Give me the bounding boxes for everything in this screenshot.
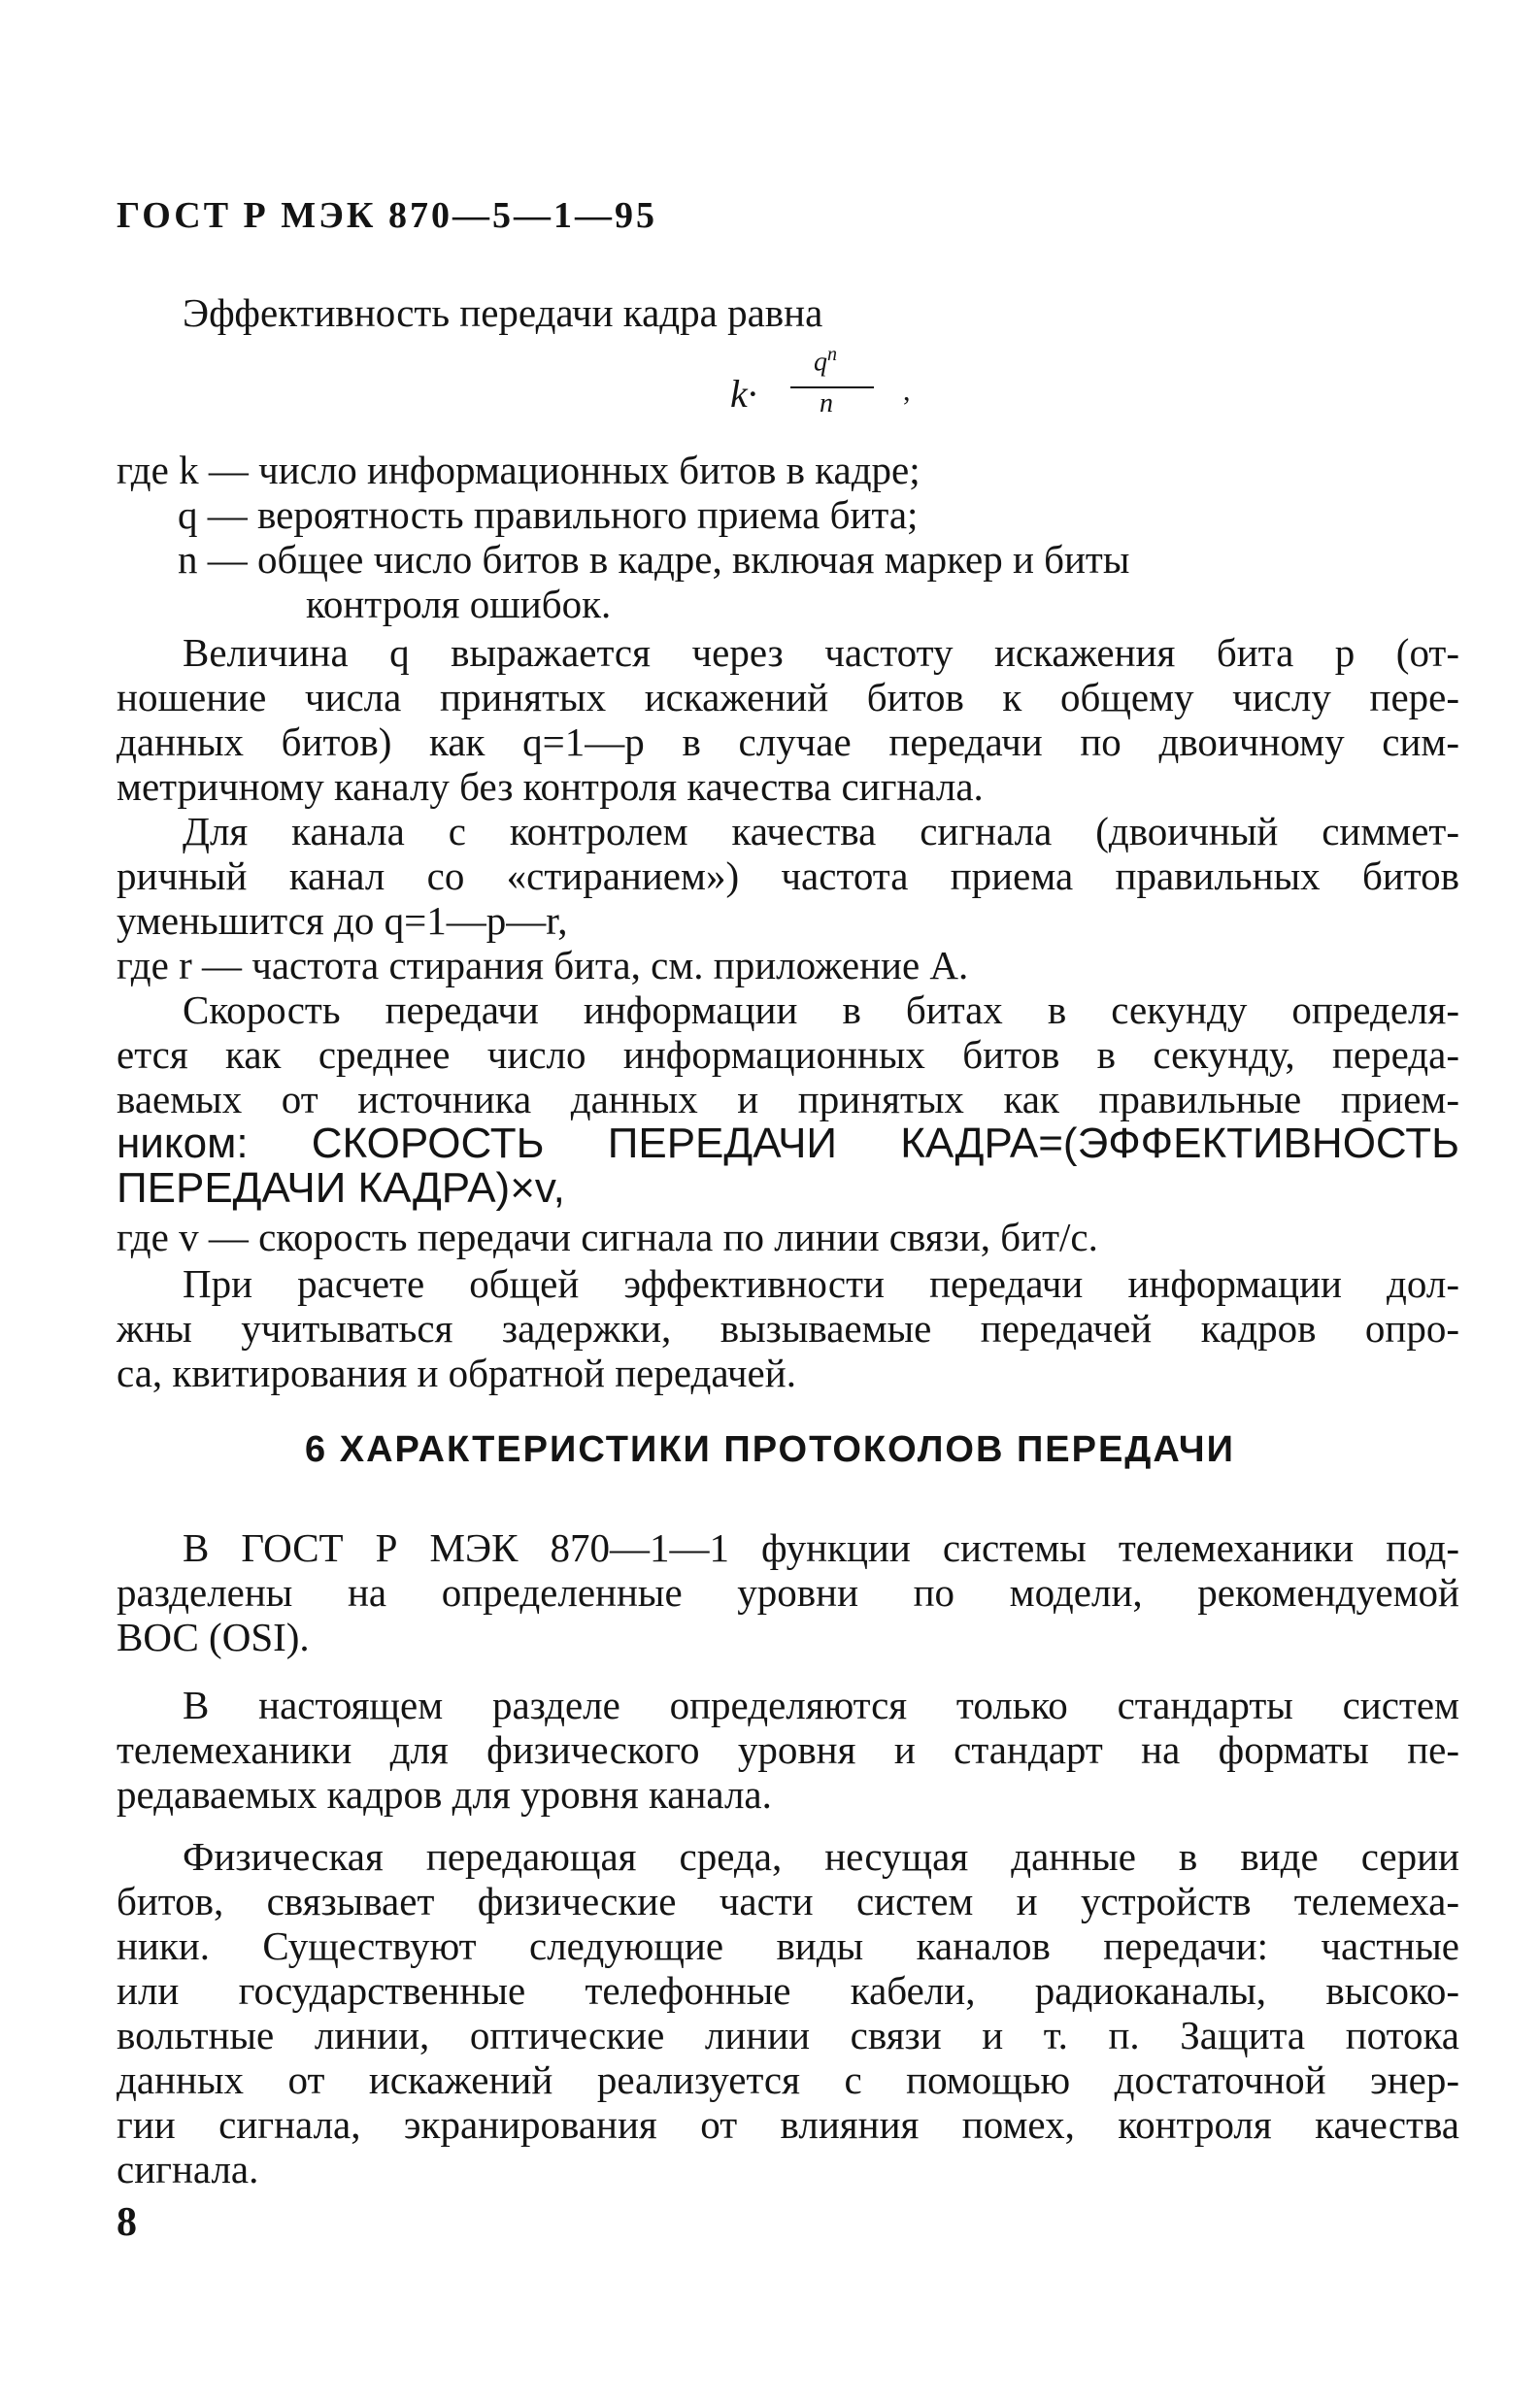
paragraph-line: ричный канал со «стиранием») частота приема правильных битов	[117, 853, 1459, 898]
formula-numerator: $q^n$	[814, 344, 837, 378]
formula-comma: ,	[903, 375, 911, 407]
paragraph-line: ВОС (OSI).	[117, 1615, 310, 1659]
paragraph-line: вольтные линии, оптические линии связи и т. п. Защита потока	[117, 2013, 1459, 2057]
paragraph-line: ником: СКОРОСТЬ ПЕРЕДАЧИ КАДРА=(ЭФФЕКТИВНОСТЬ	[117, 1120, 1459, 1167]
paragraph-line: В настоящем разделе определяются только стандарты систем	[183, 1683, 1459, 1727]
paragraph-line: уменьшится до q=1—p—r,	[117, 898, 568, 943]
paragraph-line: данных битов) как q=1—p в случае передачи по двоичному сим-	[117, 719, 1459, 764]
paragraph-line: В ГОСТ Р МЭК 870—1—1 функции системы телемеханики под-	[183, 1525, 1459, 1570]
paragraph-line: Величина q выражается через частоту искажения бита p (от-	[183, 630, 1459, 675]
paragraph-line: са, квитирования и обратной передачей.	[117, 1351, 796, 1395]
def-line: контроля ошибок.	[306, 582, 612, 626]
paragraph-line: где r — частота стирания бита, см. приложение А.	[117, 943, 969, 987]
paragraph-line: Скорость передачи информации в битах в секунду определя-	[183, 987, 1459, 1032]
paragraph-line: жны учитываться задержки, вызываемые передачей кадров опро-	[117, 1306, 1459, 1351]
paragraph-line: метричному каналу без контроля качества сигнала.	[117, 764, 984, 809]
page-number: 8	[117, 2200, 137, 2245]
paragraph-line: ношение числа принятых искажений битов к общему числу пере-	[117, 675, 1459, 719]
paragraph-line: При расчете общей эффективности передачи информации дол-	[183, 1261, 1459, 1306]
paragraph-line: или государственные телефонные кабели, радиоканалы, высоко-	[117, 1968, 1459, 2013]
paragraph-line: сигнала.	[117, 2147, 259, 2191]
paragraph-line: разделены на определенные уровни по модели, рекомендуемой	[117, 1570, 1459, 1615]
formula-denominator: n	[820, 388, 833, 418]
paragraph-line: Физическая передающая среда, несущая данные в виде серии	[183, 1834, 1459, 1879]
page-header: ГОСТ Р МЭК 870—5—1—95	[117, 195, 657, 236]
paragraph-line: ники. Существуют следующие виды каналов передачи: частные	[117, 1923, 1459, 1968]
paragraph-line: ваемых от источника данных и принятых как правильные прием-	[117, 1077, 1459, 1121]
paragraph-line: битов, связывает физические части систем и устройств телемеха-	[117, 1879, 1459, 1923]
paragraph-line: данных от искажений реализуется с помощью достаточной энер-	[117, 2057, 1459, 2102]
def-line: n — общее число битов в кадре, включая маркер и биты	[178, 537, 1130, 582]
paragraph-line: где v — скорость передачи сигнала по линии связи, бит/с.	[117, 1215, 1098, 1259]
paragraph-line: ПЕРЕДАЧИ КАДРА)×v,	[117, 1164, 565, 1212]
formula-k: k·	[730, 372, 757, 416]
intro-line: Эффективность передачи кадра равна	[183, 290, 823, 335]
paragraph-line: ется как среднее число информационных битов в секунду, переда-	[117, 1032, 1459, 1077]
def-line: q — вероятность правильного приема бита;	[178, 492, 919, 537]
paragraph-line: Для канала с контролем качества сигнала (двоичный симмет-	[183, 809, 1459, 853]
paragraph-line: редаваемых кадров для уровня канала.	[117, 1772, 772, 1817]
paragraph-line: гии сигнала, экранирования от влияния помех, контроля качества	[117, 2102, 1459, 2147]
efficiency-formula	[730, 342, 924, 429]
section-title: 6 ХАРАКТЕРИСТИКИ ПРОТОКОЛОВ ПЕРЕДАЧИ	[305, 1429, 1235, 1470]
paragraph-line: телемеханики для физического уровня и стандарт на форматы пе-	[117, 1727, 1459, 1772]
def-line: где k — число информационных битов в кадре;	[117, 448, 921, 492]
